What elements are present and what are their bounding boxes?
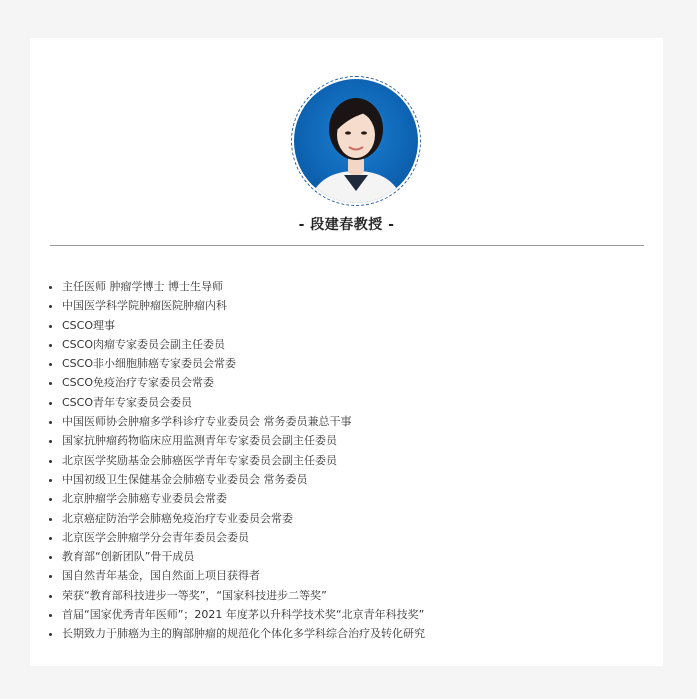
list-item: • CSCO青年专家委员会委员 — [62, 393, 425, 412]
list-item: • 北京医学会肿瘤学分会青年委员会委员 — [62, 528, 425, 547]
list-item: • 荣获“教育部科技进步一等奖”，“国家科技进步二等奖” — [62, 586, 425, 605]
divider — [50, 245, 644, 246]
list-item: • 北京医学奖励基金会肺癌医学青年专家委员会副主任委员 — [62, 451, 425, 470]
list-item: • 北京肿瘤学会肺癌专业委员会常委 — [62, 489, 425, 508]
doctor-name: - 段建春教授 - — [298, 217, 395, 233]
list-item: • CSCO肉瘤专家委员会副主任委员 — [62, 335, 425, 354]
list-item: • 国自然青年基金，国自然面上项目获得者 — [62, 566, 425, 585]
list-item: • 长期致力于肺癌为主的胸部肿瘤的规范化个体化多学科综合治疗及转化研究 — [62, 624, 425, 643]
list-item: • 中国医学科学院肿瘤医院肿瘤内科 — [62, 296, 425, 315]
list-item: • CSCO理事 — [62, 316, 425, 335]
credentials-list — [46, 277, 425, 644]
list-item: • CSCO非小细胞肺癌专家委员会常委 — [62, 354, 425, 373]
profile-card — [30, 38, 663, 666]
list-item: • 首届“国家优秀青年医师”；2021 年度茅以升科学技术奖“北京青年科技奖” — [62, 605, 425, 624]
portrait-image — [294, 79, 418, 203]
avatar-frame — [291, 76, 421, 206]
list-item: • CSCO免疫治疗专家委员会常委 — [62, 373, 425, 392]
list-item: • 教育部“创新团队”骨干成员 — [62, 547, 425, 566]
list-item: • 主任医师 肿瘤学博士 博士生导师 — [62, 277, 425, 296]
list-item: • 中国医师协会肿瘤多学科诊疗专业委员会 常务委员兼总干事 — [62, 412, 425, 431]
list-item: • 中国初级卫生保健基金会肺癌专业委员会 常务委员 — [62, 470, 425, 489]
list-item: • 北京癌症防治学会肺癌免疫治疗专业委员会常委 — [62, 509, 425, 528]
avatar — [294, 79, 418, 203]
page-background — [10, 10, 684, 682]
list-item: • 国家抗肿瘤药物临床应用监测青年专家委员会副主任委员 — [62, 431, 425, 450]
